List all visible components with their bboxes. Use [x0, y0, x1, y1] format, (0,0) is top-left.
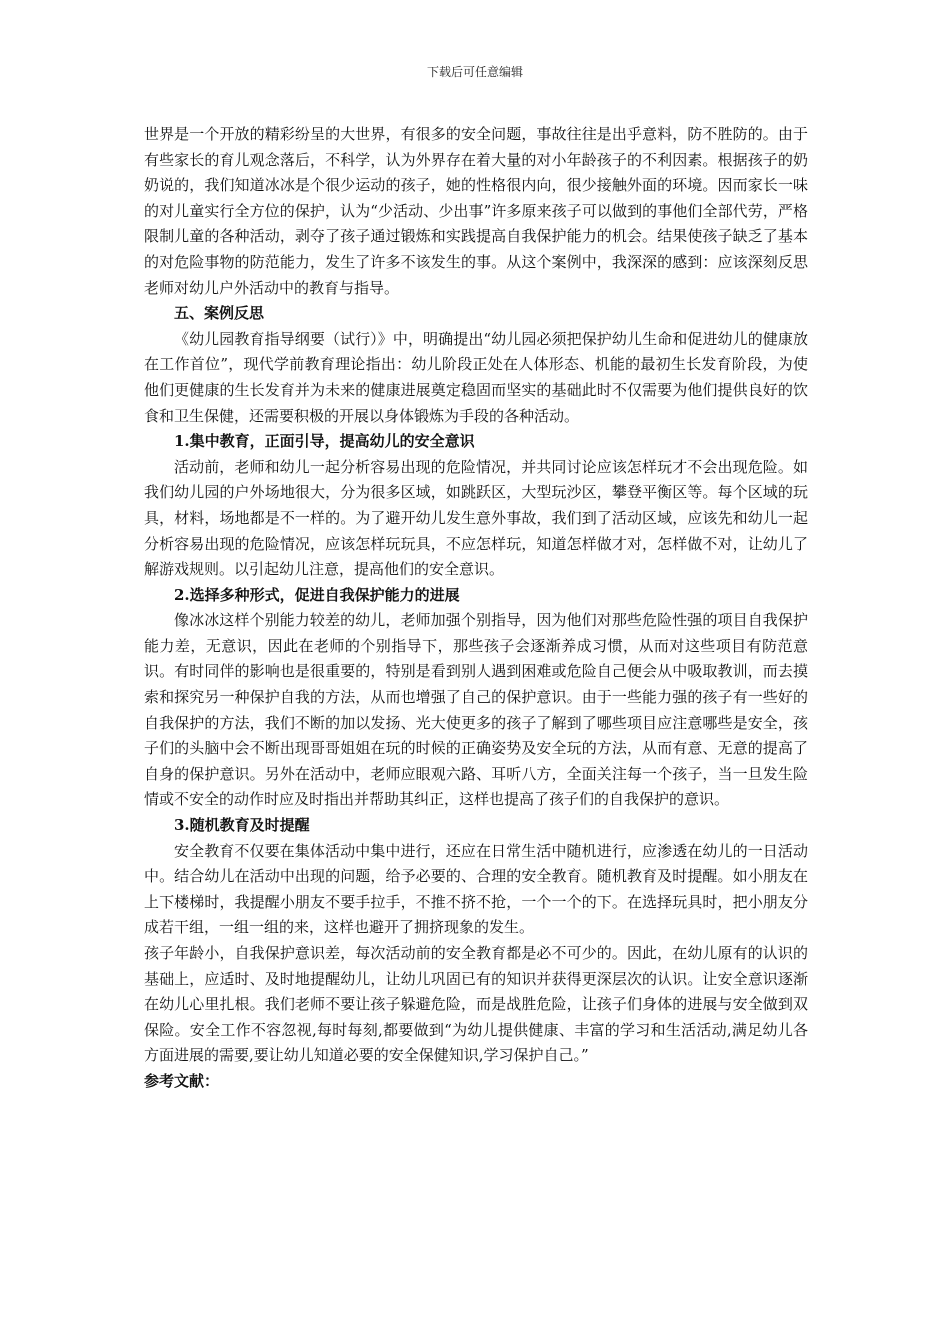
document-body [144, 122, 808, 1095]
paragraph-multiple-forms: 像冰冰这样个别能力较差的幼儿，老师加强个别指导，因为他们对那些危险性强的项目自我保护能力差，无意识，因此在老师的个别指导下，那些孩子会逐渐养成习惯，从而对这些项目有防范意识。有时同伴的影响也是很重要的，特别是看到别人遇到困难或危险自己便会从中吸取教训，而去摸索和探究另一种保护自我的方法，从而也增强了自己的保护意识。由于一些能力强的孩子有一些好的自我保护的方法，我们不断的加以发扬、光大使更多的孩子了解到了哪些项目应注意哪些是安全，孩子们的头脑中会不断出现哥哥姐姐在玩的时候的正确姿势及安全玩的方法，从而有意、无意的提高了自身的保护意识。另外在活动中，老师应眼观六路、耳听八方，全面关注每一个孩子，当一旦发生险情或不安全的动作时应及时指出并帮助其纠正，这样也提高了孩子们的自我保护的意识。 [144, 611, 808, 809]
paragraph-intro: 世界是一个开放的精彩纷呈的大世界，有很多的安全问题，事故往往是出乎意料，防不胜防的。由于有些家长的育儿观念落后，不科学，认为外界存在着大量的对小年龄孩子的不利因素。根据孩子的奶奶说的，我们知道冰冰是个很少运动的孩子，她的性格很内向，很少接触外面的环境。因而家长一味的对儿童实行全方位的保护，认为“少活动、少出事”许多原来孩子可以做到的事他们全部代劳，严格限制儿童的各种活动，剥夺了孩子通过锻炼和实践提高自我保护能力的机会。结果使孩子缺乏了基本的对危险事物的防范能力，发生了许多不该发生的事。从这个案例中，我深深的感到：应该深刻反思老师对幼儿户外活动中的教育与指导。 [144, 125, 808, 297]
paragraph-centralized-education: 活动前，老师和幼儿一起分析容易出现的危险情况，并共同讨论应该怎样玩才不会出现危险。如我们幼儿园的户外场地很大，分为很多区域，如跳跃区，大型玩沙区，攀登平衡区等。每个区域的玩具，材料，场地都是不一样的。为了避开幼儿发生意外事故，我们到了活动区域，应该先和幼儿一起分析容易出现的危险情况，应该怎样玩玩具，不应怎样玩，知道怎样做才对，怎样做不对，让幼儿了解游戏规则。以引起幼儿注意，提高他们的安全意识。 [144, 457, 808, 579]
paragraph-case-reflection: 《幼儿园教育指导纲要（试行）》中，明确提出“幼儿园必须把保护幼儿生命和促进幼儿的健康放在工作首位”，现代学前教育理论指出：幼儿阶段正处在人体形态、机能的最初生长发育阶段，为使他们更健康的生长发育并为未来的健康进展奠定稳固而坚实的基础此时不仅需要为他们提供良好的饮食和卫生保健，还需要积极的开展以身体锻炼为手段的各种活动。 [144, 329, 808, 425]
paragraph-random-education: 安全教育不仅要在集体活动中集中进行，还应在日常生活中随机进行，应渗透在幼儿的一日活动中。结合幼儿在活动中出现的问题，给予必要的、合理的安全教育。随机教育及时提醒。如小朋友在上下楼梯时，我提醒小朋友不要手拉手，不推不挤不抢，一个一个的下。在选择玩具时，把小朋友分成若干组，一组一组的来，这样也避开了拥挤现象的发生。 [144, 841, 808, 937]
page-header: 下载后可任意编辑 [426, 65, 523, 79]
paragraph-conclusion: 孩子年龄小，自我保护意识差，每次活动前的安全教育都是必不可少的。因此，在幼儿原有的认识的基础上，应适时、及时地提醒幼儿，让幼儿巩固已有的知识并获得更深层次的认识。让安全意识逐渐在幼儿心里扎根。我们老师不要让孩子躲避危险，而是战胜危险，让孩子们身体的进展与安全做到双保险。安全工作不容忽视,每时每刻,都要做到“为幼儿提供健康、丰富的学习和生活活动,满足幼儿各方面进展的需要,要让幼儿知道必要的安全保健知识,学习保护自己。” [144, 944, 808, 1065]
references-heading: 参考文献： [144, 1071, 220, 1090]
subheading-multiple-forms: 2.选择多种形式，促进自我保护能力的进展 [174, 585, 460, 604]
section-heading-case-reflection: 五、案例反思 [174, 304, 265, 323]
subheading-random-education: 3.随机教育及时提醒 [174, 816, 310, 835]
subheading-centralized-education: 1.集中教育，正面引导，提高幼儿的安全意识 [174, 432, 475, 451]
